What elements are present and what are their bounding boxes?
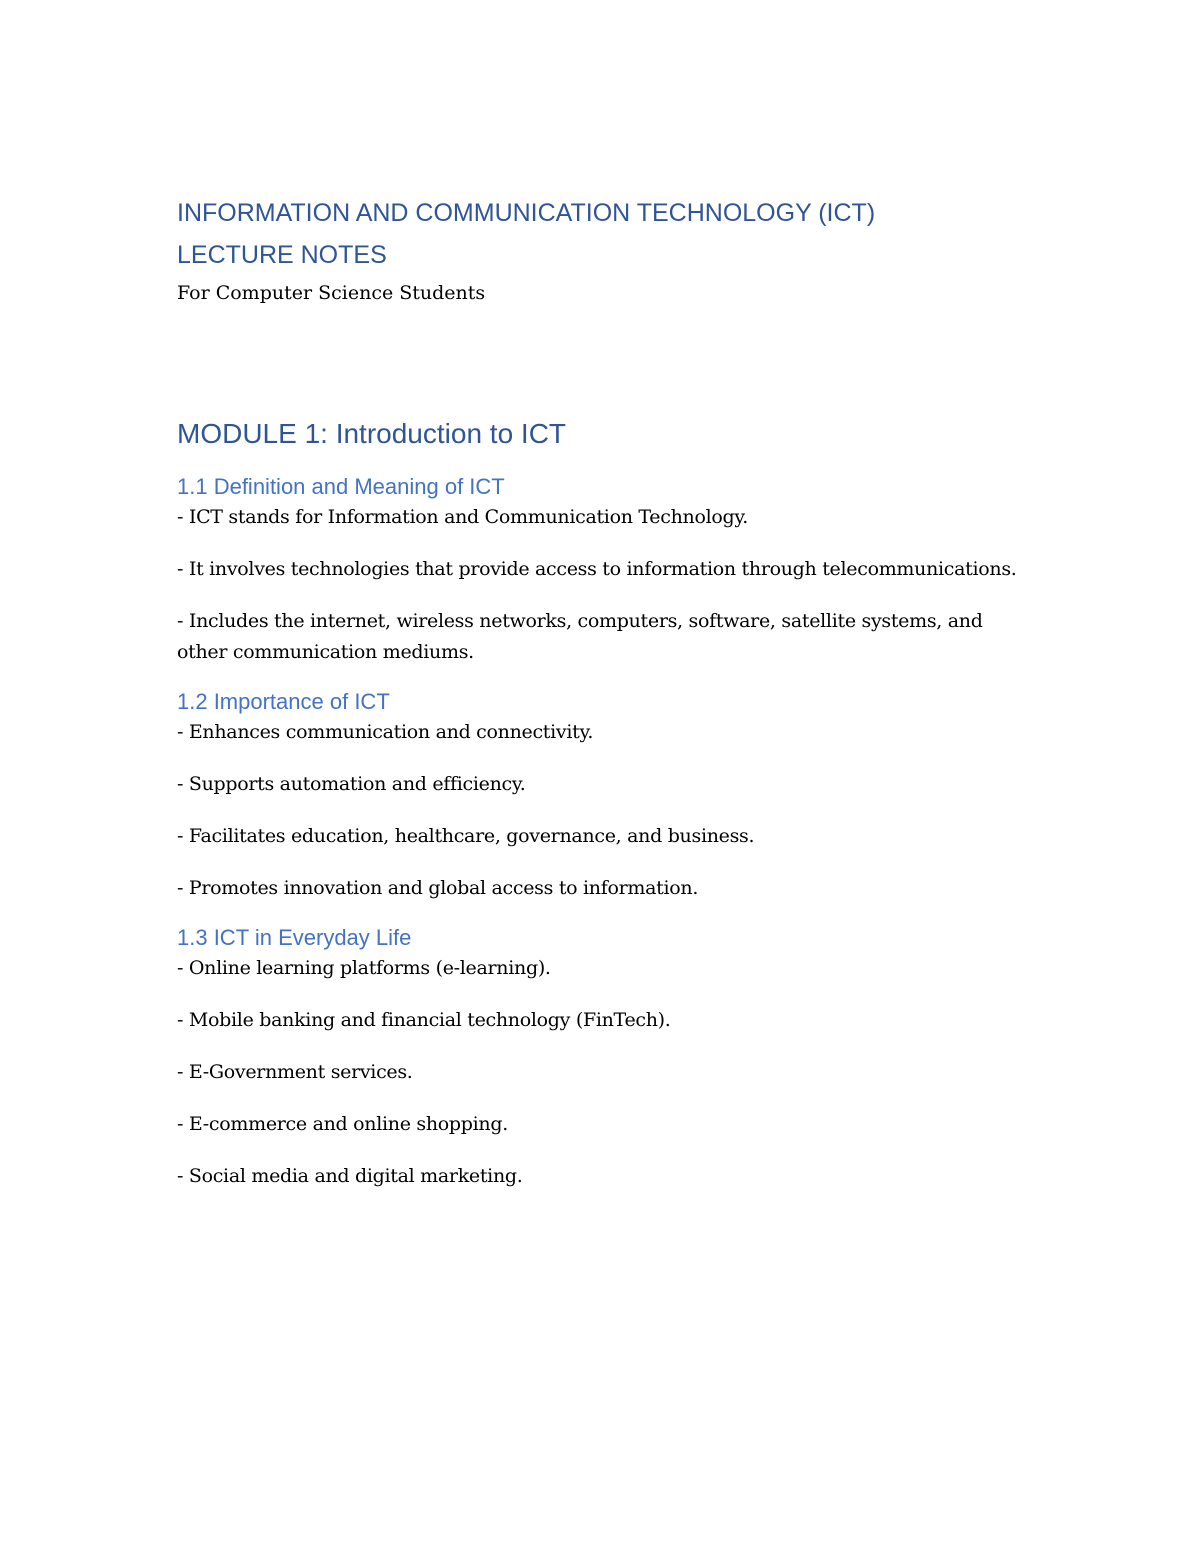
section-everyday-life (177, 923, 1037, 1192)
list-item: - Promotes innovation and global access to information. (177, 877, 699, 899)
list-item: - Online learning platforms (e-learning). (177, 957, 551, 979)
section-heading: 1.2 Importance of ICT (177, 689, 390, 714)
section-definition (177, 472, 1037, 668)
list-item: - Enhances communication and connectivity. (177, 721, 594, 743)
list-item: - E-Government services. (177, 1061, 413, 1083)
page-content (177, 192, 1037, 1192)
list-item: - Includes the internet, wireless networks, computers, software, satellite systems, and other communication mediums. (177, 610, 983, 663)
list-item: - It involves technologies that provide access to information through telecommunications. (177, 558, 1017, 580)
document-subtitle: For Computer Science Students (177, 282, 486, 304)
section-heading: 1.1 Definition and Meaning of ICT (177, 474, 505, 499)
document-title-line-2: LECTURE NOTES (177, 241, 387, 269)
module-heading: MODULE 1: Introduction to ICT (177, 418, 567, 449)
document-title-line-1: INFORMATION AND COMMUNICATION TECHNOLOGY (ICT) (177, 199, 876, 227)
list-item: - Facilitates education, healthcare, governance, and business. (177, 825, 755, 847)
list-item: - ICT stands for Information and Communication Technology. (177, 506, 749, 528)
document-title (177, 192, 1037, 276)
list-item: - Mobile banking and financial technology (FinTech). (177, 1009, 671, 1031)
section-heading: 1.3 ICT in Everyday Life (177, 925, 412, 950)
list-item: - Social media and digital marketing. (177, 1165, 523, 1187)
list-item: - E-commerce and online shopping. (177, 1113, 508, 1135)
section-importance (177, 687, 1037, 904)
list-item: - Supports automation and efficiency. (177, 773, 526, 795)
